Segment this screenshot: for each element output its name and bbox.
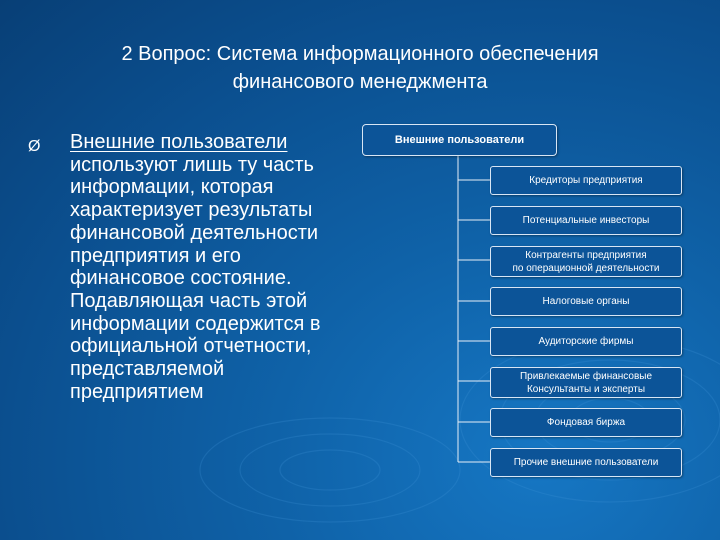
diagram-box-stock-exchange — [490, 408, 682, 437]
page-title — [40, 40, 680, 96]
diagram-box-audit-firms — [490, 327, 682, 356]
bullet-text — [70, 131, 360, 403]
box-label: Фондовая биржа — [546, 417, 626, 428]
box-label: Прочие внешние пользователи — [513, 457, 659, 468]
arrow-bullet-icon: Ø — [28, 138, 41, 155]
title-line-2: финансового менеджмента — [232, 71, 488, 93]
diagram-box-tax-authorities — [490, 287, 682, 316]
diagram-box-investors — [490, 206, 682, 235]
diagram-root-box: Внешние пользователи — [362, 124, 557, 156]
box-label-line-2: по операционной деятельности — [512, 262, 660, 274]
diagram-box-creditors — [490, 166, 682, 195]
box-label-line-2: Консультанты и эксперты — [526, 383, 646, 395]
box-label: Кредиторы предприятия — [529, 175, 643, 186]
title-line-1: 2 Вопрос: Система информационного обеспечения — [121, 43, 599, 65]
diagram-box-consultants — [490, 367, 682, 398]
diagram-box-counterparties — [490, 246, 682, 277]
box-label: Налоговые органы — [542, 296, 630, 307]
box-label-line-1: Привлекаемые финансовые — [519, 370, 653, 382]
diagram-box-other-users — [490, 448, 682, 477]
bullet-body: используют лишь ту часть информации, которая характеризует результаты финансовой деятельности предприятия и его финансовое состояние. Подавляющая часть этой информации содержится в официальной отчетности, представляемой предприятием — [70, 153, 321, 403]
box-label: Аудиторские фирмы — [538, 336, 634, 347]
box-label-line-1: Контрагенты предприятия — [525, 249, 647, 261]
bullet-highlight: Внешние пользователи — [70, 131, 288, 153]
box-label: Потенциальные инвесторы — [522, 215, 650, 226]
